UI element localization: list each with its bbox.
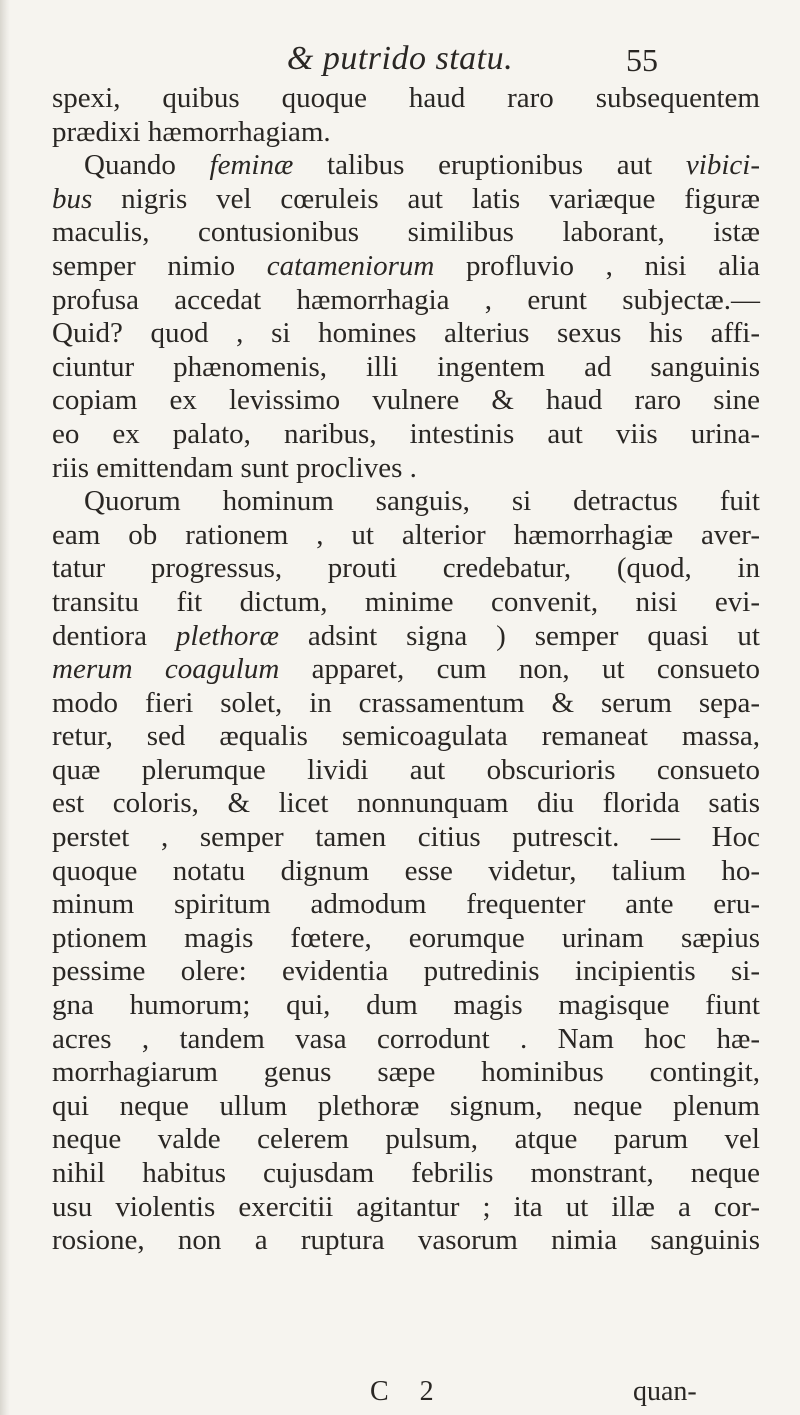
- text-line: [52, 183, 760, 217]
- text-segment: est coloris, & licet nonnunquam diu florida satis: [52, 787, 760, 820]
- text-line: [52, 418, 760, 452]
- page-gutter-shadow: [0, 0, 10, 1415]
- text-line: [52, 754, 760, 788]
- text-line: [52, 1123, 760, 1157]
- text-segment: profluvio , nisi alia: [434, 249, 761, 282]
- text-line: [52, 552, 760, 586]
- text-segment: ptionem magis fœtere, eorumque urinam sæpius: [52, 921, 760, 954]
- text-segment: ciuntur phænomenis, illi ingentem ad sanguinis: [52, 350, 760, 383]
- signature-mark: C 2: [370, 1376, 446, 1407]
- text-segment: adsint signa ) semper quasi ut: [279, 619, 760, 652]
- italic-term: plethoræ: [175, 619, 280, 652]
- text-line: [52, 1023, 760, 1057]
- text-line: [52, 1157, 760, 1191]
- text-line: [52, 855, 760, 889]
- text-segment: semper nimio: [52, 249, 267, 282]
- text-line: [52, 922, 760, 956]
- text-segment: transitu fit dictum, minime convenit, nisi evi-: [52, 585, 760, 618]
- text-segment: neque valde celerem pulsum, atque parum vel: [52, 1123, 760, 1156]
- text-line: [52, 821, 760, 855]
- text-line: [52, 1224, 760, 1258]
- text-line: [52, 586, 760, 620]
- page-footer: [0, 1376, 800, 1412]
- text-segment: qui neque ullum plethoræ signum, neque plenum: [52, 1089, 760, 1122]
- catchword: quan-: [633, 1376, 697, 1407]
- text-line: [52, 452, 760, 486]
- text-segment: morrhagiarum genus sæpe hominibus contingit,: [52, 1056, 760, 1089]
- running-head: [0, 40, 800, 84]
- text-segment: spexi, quibus quoque haud raro subsequentem: [52, 82, 760, 114]
- text-segment: modo fieri solet, in crassamentum & serum sepa-: [52, 686, 760, 719]
- text-segment: dentiora: [52, 619, 176, 652]
- text-line: [52, 620, 760, 654]
- text-line: [52, 687, 760, 721]
- text-segment: perstet , semper tamen citius putrescit. — Hoc: [52, 821, 760, 854]
- text-line: [52, 317, 760, 351]
- text-line: [52, 519, 760, 553]
- text-line: [52, 1056, 760, 1090]
- text-line: [52, 351, 760, 385]
- italic-term: vibici-: [685, 149, 760, 182]
- text-segment: eo ex palato, naribus, intestinis aut viis urina-: [52, 417, 760, 450]
- text-segment: Quid? quod , si homines alterius sexus his affi-: [52, 317, 760, 350]
- text-line: [52, 1191, 760, 1225]
- text-line: [52, 787, 760, 821]
- italic-term: feminæ: [209, 149, 294, 182]
- body-text: [52, 82, 760, 1258]
- running-head-title: & putrido statu.: [286, 40, 514, 77]
- text-line: [52, 284, 760, 318]
- text-line: [52, 888, 760, 922]
- text-segment: maculis, contusionibus similibus laborant, istæ: [52, 216, 760, 249]
- text-segment: riis emittendam sunt proclives .: [52, 451, 417, 484]
- page-number: 55: [626, 42, 658, 78]
- text-segment: eam ob rationem , ut alterior hæmorrhagiæ aver-: [52, 518, 760, 551]
- text-segment: profusa accedat hæmorrhagia , erunt subjectæ.—: [52, 283, 760, 316]
- text-segment: apparet, cum non, ut consueto: [279, 653, 760, 686]
- text-line: [52, 1090, 760, 1124]
- text-segment: copiam ex levissimo vulnere & haud raro sine: [52, 384, 760, 417]
- text-segment: quoque notatu dignum esse videtur, talium ho-: [52, 854, 760, 887]
- text-segment: retur, sed æqualis semicoagulata remaneat massa,: [52, 720, 760, 753]
- italic-term: merum coagulum: [52, 653, 280, 686]
- italic-term: catameniorum: [266, 249, 435, 282]
- text-line: [52, 653, 760, 687]
- text-segment: pessime olere: evidentia putredinis incipientis si-: [52, 955, 760, 988]
- text-segment: talibus eruptionibus aut: [293, 149, 686, 182]
- text-line: [52, 384, 760, 418]
- text-line: [52, 216, 760, 250]
- text-segment: rosione, non a ruptura vasorum nimia sanguinis: [52, 1224, 760, 1257]
- text-segment: prædixi hæmorrhagiam.: [52, 115, 331, 148]
- text-line: [52, 116, 760, 150]
- text-line: [52, 149, 760, 183]
- text-segment: gna humorum; qui, dum magis magisque fiunt: [52, 989, 760, 1022]
- text-line: [52, 485, 760, 519]
- text-line: [52, 250, 760, 284]
- text-segment: usu violentis exercitii agitantur ; ita ut illæ a cor-: [52, 1190, 760, 1223]
- text-segment: tatur progressus, prouti credebatur, (quod, in: [52, 552, 760, 585]
- italic-term: bus: [52, 182, 93, 215]
- text-line: [52, 720, 760, 754]
- text-segment: nihil habitus cujusdam febrilis monstrant, neque: [52, 1157, 760, 1189]
- text-segment: minum spiritum admodum frequenter ante eru-: [52, 888, 760, 921]
- text-line: [52, 955, 760, 989]
- text-segment: acres , tandem vasa corrodunt . Nam hoc hæ-: [52, 1022, 760, 1055]
- text-line: [52, 82, 760, 116]
- text-segment: quæ plerumque lividi aut obscurioris consueto: [52, 753, 760, 786]
- text-segment: nigris vel cœruleis aut latis variæque figuræ: [92, 182, 760, 215]
- text-line: [52, 989, 760, 1023]
- text-segment: Quorum hominum sanguis, si detractus fuit: [84, 485, 760, 518]
- text-segment: Quando: [84, 149, 210, 182]
